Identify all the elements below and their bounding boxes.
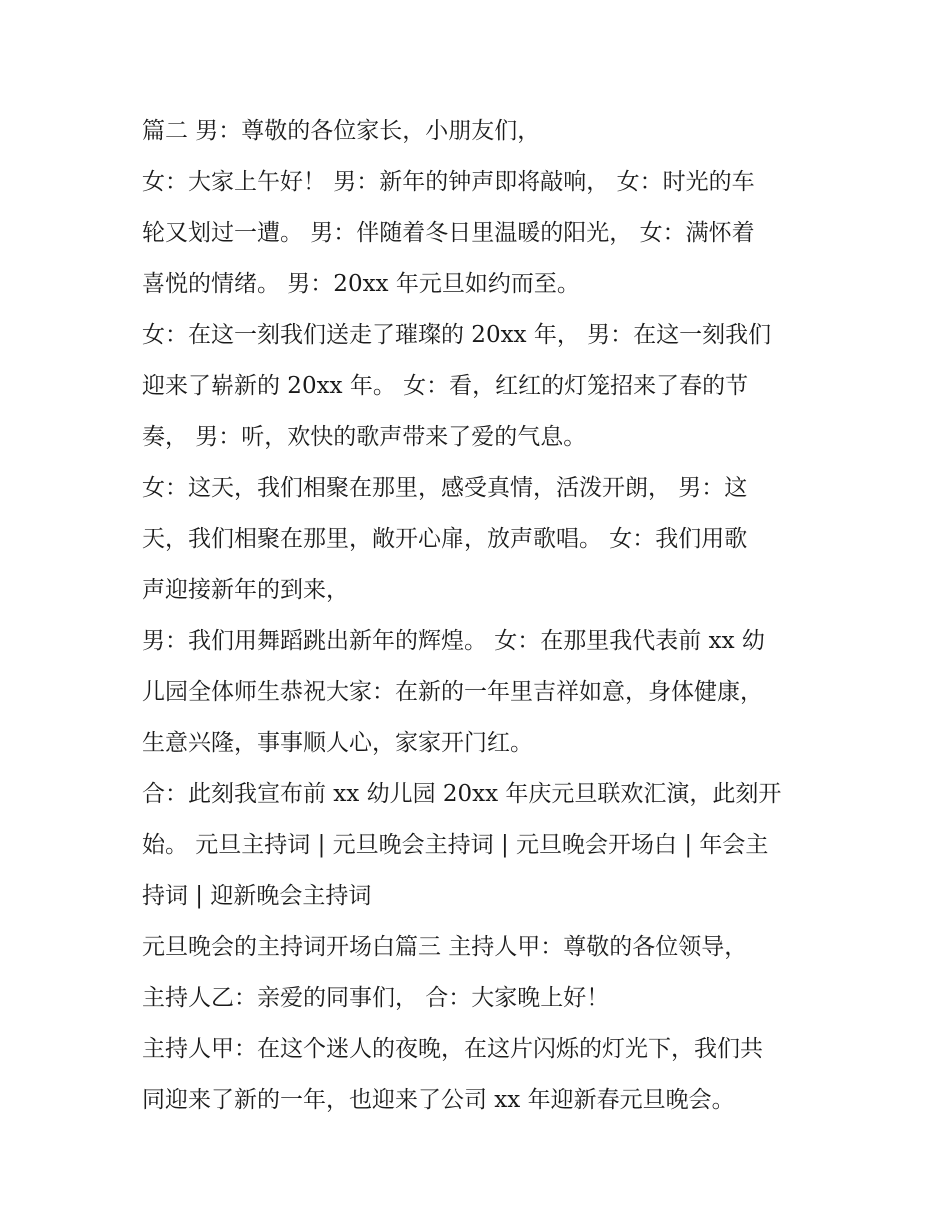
text-line: 天，我们相聚在那里，敞开心扉，放声歌唱。 女：我们用歌 — [142, 526, 748, 552]
text-line: 女：大家上午好！ 男：新年的钟声即将敲响， 女：时光的车 — [142, 169, 755, 195]
text-line: 轮又划过一遭。 男：伴随着冬日里温暖的阳光， 女：满怀着 — [142, 220, 755, 246]
text-line: 合：此刻我宣布前 xx 幼儿园 20xx 年庆元旦联欢汇演，此刻开 — [142, 781, 782, 807]
text-line: 喜悦的情绪。 男：20xx 年元旦如约而至。 — [142, 271, 580, 297]
text-line: 篇二 男：尊敬的各位家长，小朋友们， — [142, 118, 541, 144]
text-line: 迎来了崭新的 20xx 年。 女：看，红红的灯笼招来了春的节 — [142, 373, 749, 399]
text-line: 男：我们用舞蹈跳出新年的辉煌。 女：在那里我代表前 xx 幼 — [142, 628, 765, 654]
text-line: 主持人甲：在这个迷人的夜晚，在这片闪烁的灯光下，我们共 — [142, 1036, 763, 1062]
text-line: 女：这天，我们相聚在那里，感受真情，活泼开朗， 男：这 — [142, 475, 748, 501]
text-line: 声迎接新年的到来， — [142, 577, 349, 603]
text-line: 元旦晚会的主持词开场白篇三 主持人甲：尊敬的各位领导， — [142, 934, 748, 960]
text-line: 主持人乙：亲爱的同事们， 合：大家晚上好！ — [142, 985, 610, 1011]
text-line: 持词 | 迎新晚会主持词 — [142, 883, 372, 909]
document-body — [142, 106, 822, 1126]
text-line: 生意兴隆，事事顺人心，家家开门红。 — [142, 730, 533, 756]
text-line: 儿园全体师生恭祝大家：在新的一年里吉祥如意，身体健康， — [142, 679, 763, 705]
text-line: 同迎来了新的一年，也迎来了公司 xx 年迎新春元旦晚会。 — [142, 1087, 735, 1113]
text-line: 奏， 男：听，欢快的歌声带来了爱的气息。 — [142, 424, 587, 450]
text-line: 始。 元旦主持词 | 元旦晚会主持词 | 元旦晚会开场白 | 年会主 — [142, 832, 769, 858]
text-line: 女：在这一刻我们送走了璀璨的 20xx 年， 男：在这一刻我们 — [142, 322, 772, 348]
